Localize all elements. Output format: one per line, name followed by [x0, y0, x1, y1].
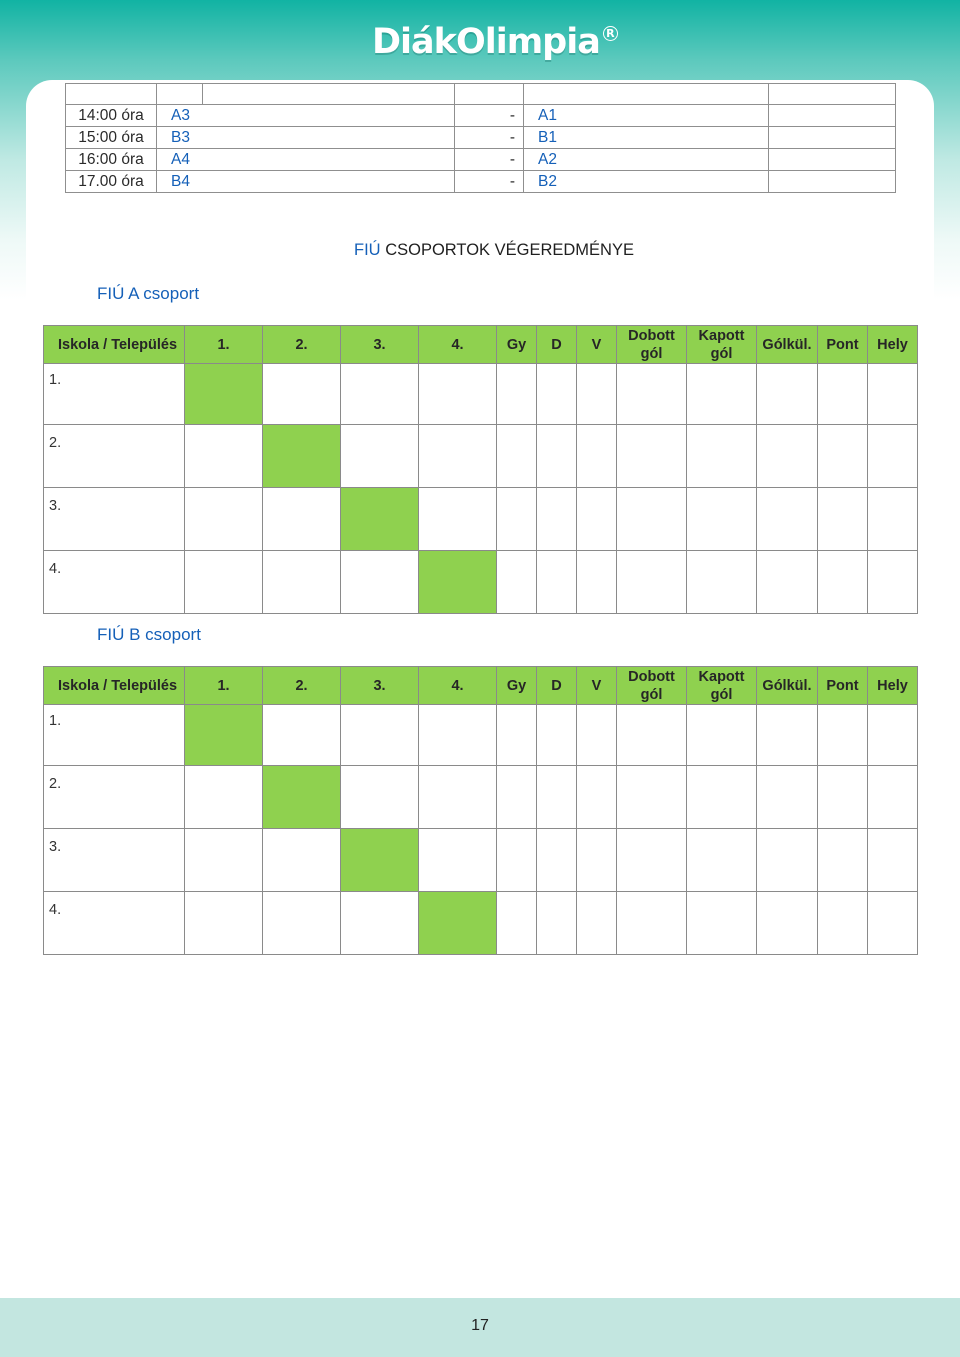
- schedule-row: [66, 127, 896, 149]
- self-match-cell: [341, 829, 419, 892]
- logo-text: DiákOlimpia: [372, 22, 600, 62]
- col-hely: Hely: [868, 667, 918, 705]
- registered-mark-icon: R: [603, 26, 618, 41]
- self-match-cell: [341, 488, 419, 551]
- row-number: 1.: [44, 364, 185, 425]
- col-v: V: [577, 667, 617, 705]
- col-golkul: Gólkül.: [757, 667, 818, 705]
- group-b-title: FIÚ B csoport: [97, 625, 201, 644]
- group-a-header-row: [44, 326, 918, 364]
- col-dobott-gol: Dobott gól: [617, 326, 687, 364]
- col-dobott-gol: Dobott gól: [617, 667, 687, 705]
- col-4: 4.: [419, 326, 497, 364]
- table-row: [44, 892, 918, 955]
- self-match-cell: [419, 892, 497, 955]
- match-dash: -: [455, 149, 524, 171]
- table-row: [44, 551, 918, 614]
- col-d: D: [537, 326, 577, 364]
- table-row: [44, 425, 918, 488]
- col-pont: Pont: [818, 667, 868, 705]
- away-team: B2: [524, 171, 769, 193]
- col-school: Iskola / Település: [44, 326, 185, 364]
- self-match-cell: [419, 551, 497, 614]
- col-3: 3.: [341, 326, 419, 364]
- schedule-blank-row: [66, 84, 896, 105]
- col-v: V: [577, 326, 617, 364]
- group-a-title: FIÚ A csoport: [97, 284, 200, 303]
- away-team: A1: [524, 105, 769, 127]
- self-match-cell: [185, 705, 263, 766]
- table-row: [44, 364, 918, 425]
- col-4: 4.: [419, 667, 497, 705]
- col-golkul: Gólkül.: [757, 326, 818, 364]
- col-3: 3.: [341, 667, 419, 705]
- match-schedule-table: [65, 83, 896, 193]
- row-number: 3.: [44, 829, 185, 892]
- schedule-row: [66, 149, 896, 171]
- row-number: 4.: [44, 551, 185, 614]
- home-team: B4: [157, 171, 455, 193]
- col-pont: Pont: [818, 326, 868, 364]
- self-match-cell: [263, 766, 341, 829]
- col-kapott-gol: Kapott gól: [687, 326, 757, 364]
- row-number: 3.: [44, 488, 185, 551]
- match-time: 16:00 óra: [66, 149, 157, 171]
- col-hely: Hely: [868, 326, 918, 364]
- diakolimpia-logo: [372, 22, 615, 68]
- self-match-cell: [185, 364, 263, 425]
- away-team: A2: [524, 149, 769, 171]
- col-gy: Gy: [497, 667, 537, 705]
- row-number: 4.: [44, 892, 185, 955]
- group-a-table: [43, 325, 918, 614]
- match-dash: -: [455, 127, 524, 149]
- match-dash: -: [455, 171, 524, 193]
- match-time: 17.00 óra: [66, 171, 157, 193]
- group-b-header-row: [44, 667, 918, 705]
- col-2: 2.: [263, 667, 341, 705]
- match-time: 15:00 óra: [66, 127, 157, 149]
- results-title: [0, 241, 960, 260]
- col-1: 1.: [185, 667, 263, 705]
- home-team: A3: [157, 105, 455, 127]
- self-match-cell: [263, 425, 341, 488]
- col-school: Iskola / Település: [44, 667, 185, 705]
- col-gy: Gy: [497, 326, 537, 364]
- match-time: 14:00 óra: [66, 105, 157, 127]
- group-b-table: [43, 666, 918, 955]
- match-dash: -: [455, 105, 524, 127]
- table-row: [44, 705, 918, 766]
- row-number: 2.: [44, 425, 185, 488]
- schedule-row: [66, 105, 896, 127]
- results-title-rest: CSOPORTOK VÉGEREDMÉNYE: [385, 241, 634, 259]
- page-number: 17: [471, 1317, 489, 1334]
- away-team: B1: [524, 127, 769, 149]
- table-row: [44, 488, 918, 551]
- row-number: 2.: [44, 766, 185, 829]
- table-row: [44, 829, 918, 892]
- home-team: A4: [157, 149, 455, 171]
- row-number: 1.: [44, 705, 185, 766]
- col-1: 1.: [185, 326, 263, 364]
- col-d: D: [537, 667, 577, 705]
- col-2: 2.: [263, 326, 341, 364]
- home-team: B3: [157, 127, 455, 149]
- table-row: [44, 766, 918, 829]
- schedule-row: [66, 171, 896, 193]
- results-title-prefix: FIÚ: [354, 241, 381, 259]
- col-kapott-gol: Kapott gól: [687, 667, 757, 705]
